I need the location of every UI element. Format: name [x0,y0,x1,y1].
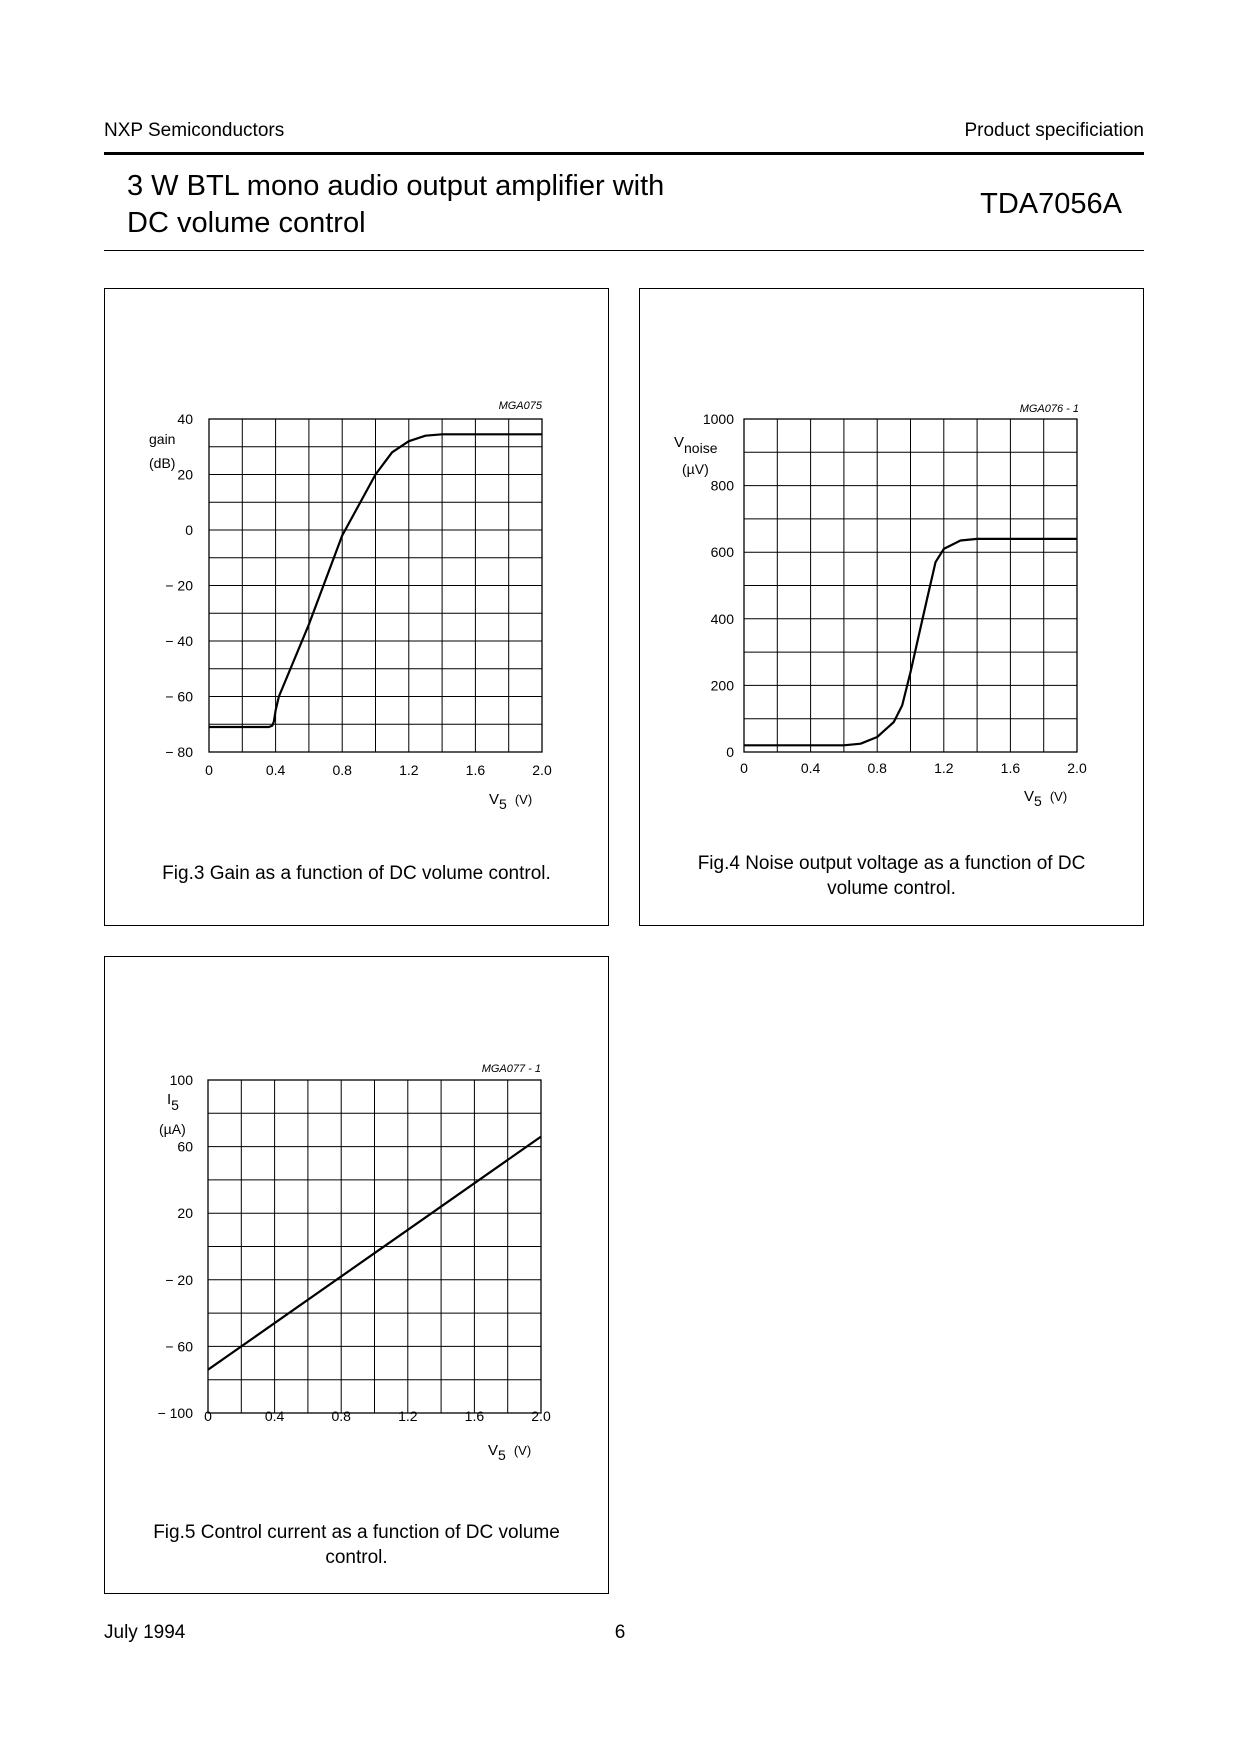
y-tick-label: 800 [710,477,734,494]
figure-5-panel [104,956,609,1594]
x-tick-label: 2.0 [531,1408,551,1424]
title-rule [104,250,1144,251]
y-tick-label: − 20 [165,577,193,594]
figure-3-caption: Fig.3 Gain as a function of DC volume control. [162,863,551,884]
x-tick-label: 0.4 [800,760,821,776]
y-axis-unit: (µA) [159,1121,186,1137]
control-current-chart [105,957,610,1595]
y-tick-label: − 40 [165,633,193,649]
x-tick-label: 0 [205,762,213,778]
y-tick-label: 400 [710,610,734,627]
figure-4-caption-line-1: Fig.4 Noise output voltage as a function of DC [697,853,1086,874]
x-tick-label: 1.6 [1000,760,1021,776]
figure-4-caption [640,851,1143,901]
x-tick-label: 1.2 [934,760,954,776]
y-axis-unit: (dB) [149,455,176,471]
x-axis-title: V5 (V) [489,791,533,812]
x-tick-label: 1.6 [465,762,486,778]
figure-4-caption-line-2: volume control. [827,878,956,899]
y-tick-label: 1000 [702,411,734,427]
x-tick-label: 0.8 [331,1408,351,1424]
x-tick-label: 0 [740,760,748,776]
x-tick-label: 1.2 [398,1408,418,1424]
figure-5-caption-line-1: Fig.5 Control current as a function of DC volume [153,1522,560,1543]
x-tick-label: 2.0 [532,762,552,778]
y-axis-title: gain [149,431,176,447]
y-tick-label: − 100 [157,1405,193,1421]
noise-chart [640,289,1145,927]
figure-4-panel [639,288,1144,926]
figure-3-panel [104,288,609,926]
x-tick-label: 0.4 [264,1408,285,1424]
y-axis-title: I5 [167,1091,179,1113]
y-tick-label: 40 [177,411,193,427]
y-tick-label: 0 [185,522,193,538]
x-tick-label: 0.4 [265,762,286,778]
y-tick-label: − 60 [165,688,193,705]
footer-date: July 1994 [104,1622,186,1643]
figure-5-caption-line-2: control. [325,1547,388,1568]
y-tick-label: 20 [177,1205,193,1222]
chart-code-label: MGA077 - 1 [481,1063,541,1075]
header-rule [104,152,1144,155]
x-axis-title: V5 (V) [1024,788,1068,809]
y-tick-label: 600 [710,544,734,561]
y-tick-label: 60 [177,1138,193,1155]
chart-code-label: MGA076 - 1 [1019,403,1079,415]
title-line-1: 3 W BTL mono audio output amplifier with [127,170,665,202]
x-tick-label: 0 [204,1408,212,1424]
y-axis-unit: (µV) [682,461,709,477]
figure-5-caption [105,1520,608,1570]
y-tick-label: 0 [726,744,734,760]
company-name: NXP Semiconductors [104,120,285,141]
title-line-2: DC volume control [127,207,366,239]
y-tick-label: − 60 [165,1338,193,1355]
x-axis-title: V5 (V) [488,1442,532,1463]
x-tick-label: 1.6 [464,1408,485,1424]
page-number: 6 [614,1622,626,1643]
y-tick-label: − 80 [165,744,193,760]
document-title [127,168,664,242]
y-tick-label: 100 [169,1072,193,1088]
x-tick-label: 0.8 [332,762,352,778]
chart-code-label: MGA075 [498,400,542,412]
x-tick-label: 1.2 [399,762,419,778]
part-number: TDA7056A [980,188,1122,220]
gain-chart [105,289,610,927]
document-type: Product specificiation [964,120,1144,141]
x-tick-label: 2.0 [1067,760,1087,776]
y-tick-label: − 20 [165,1271,193,1288]
y-tick-label: 200 [710,677,734,694]
y-axis-title: Vnoise [674,434,718,456]
y-tick-label: 20 [177,466,193,483]
x-tick-label: 0.8 [867,760,887,776]
